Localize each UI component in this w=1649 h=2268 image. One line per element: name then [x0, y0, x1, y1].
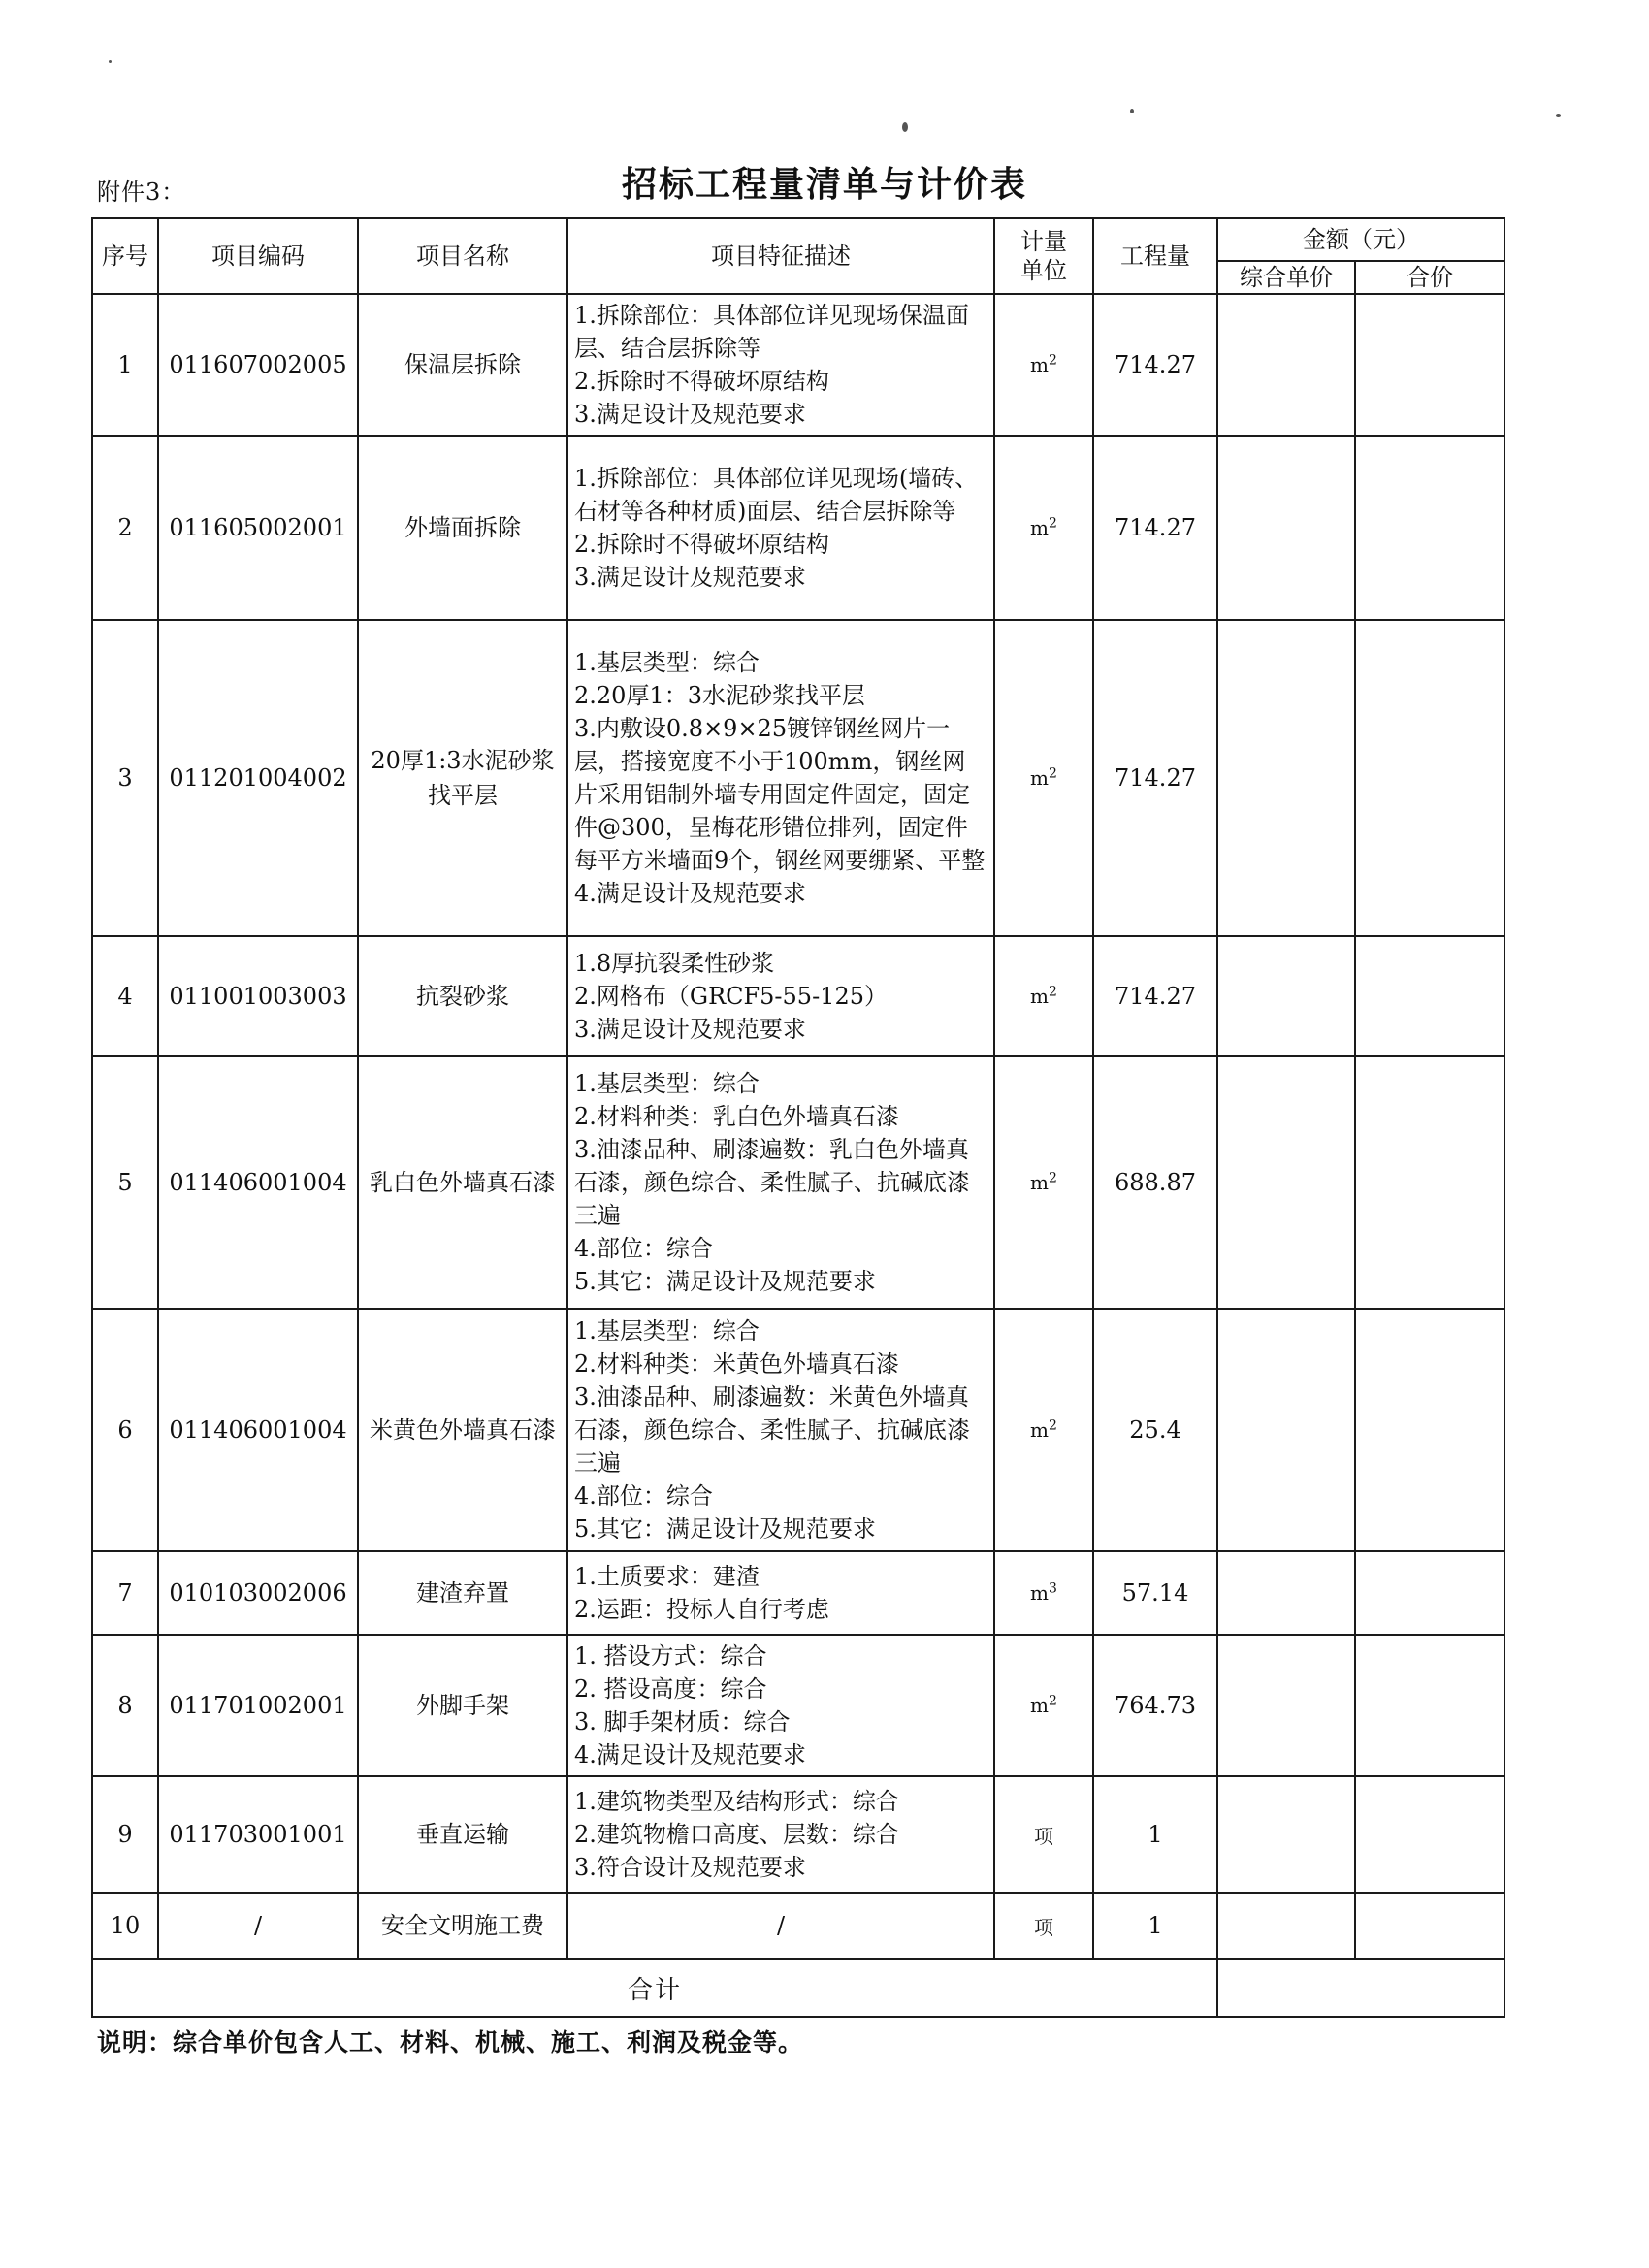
cell-seq: 5: [92, 1056, 158, 1309]
cell-unit-base: m: [1030, 1581, 1050, 1604]
cell-code: 011607002005: [158, 294, 358, 436]
cell-unit: [994, 294, 1093, 436]
cell-unit: [994, 1056, 1093, 1309]
cell-seq: 9: [92, 1776, 158, 1893]
header-desc: 项目特征描述: [567, 218, 994, 294]
header-unit-price: 综合单价: [1217, 261, 1355, 294]
cell-unit: [994, 1635, 1093, 1776]
cell-unit: [994, 1893, 1093, 1959]
cell-code: 011406001004: [158, 1309, 358, 1551]
cell-unit-price: [1217, 1551, 1355, 1635]
header-code: 项目编码: [158, 218, 358, 294]
cell-unit-exponent: 2: [1049, 1693, 1057, 1709]
cell-unit-price: [1217, 1893, 1355, 1959]
cell-code: 011701002001: [158, 1635, 358, 1776]
cell-name: 保温层拆除: [358, 294, 567, 436]
cell-desc-text: 1.拆除部位：具体部位详见现场(墙砖、石材等各种材质)面层、结合层拆除等 2.拆除时不得破坏原结构 3.满足设计及规范要求: [574, 465, 979, 591]
cell-unit-exponent: 2: [1049, 765, 1057, 782]
cell-unit-base: m: [1030, 1694, 1050, 1717]
cell-name: 垂直运输: [358, 1776, 567, 1893]
header-total-price: 合价: [1355, 261, 1504, 294]
cell-unit-exponent: 2: [1049, 1170, 1057, 1186]
cell-code: 011201004002: [158, 620, 358, 936]
cell-unit-base: m: [1030, 985, 1050, 1008]
cell-desc-text: 1.基层类型：综合 2.20厚1：3水泥砂浆找平层 3.内敷设0.8×9×25镀锌钢丝网片一层，搭接宽度不小于100mm，钢丝网片采用铝制外墙专用固定件固定，固定件@300，呈梅花形错位排列，固定件每平方米墙面9个，钢丝网要绷紧、平整 4.满足设计及规范要求: [574, 649, 986, 907]
cell-desc: [567, 1635, 994, 1776]
cell-desc: [567, 1776, 994, 1893]
cell-quantity: 714.27: [1093, 620, 1217, 936]
cell-code: 011703001001: [158, 1776, 358, 1893]
cell-unit: [994, 936, 1093, 1056]
cell-name: 米黄色外墙真石漆: [358, 1309, 567, 1551]
cell-seq: 6: [92, 1309, 158, 1551]
cell-seq: 8: [92, 1635, 158, 1776]
cell-total-price: [1355, 1309, 1504, 1551]
cell-desc: [567, 1056, 994, 1309]
cell-desc-text: 1.基层类型：综合 2.材料种类：米黄色外墙真石漆 3.油漆品种、刷漆遍数：米黄色外墙真石漆，颜色综合、柔性腻子、抗碱底漆三遍 4.部位：综合 5.其它：满足设计及规范要求: [574, 1317, 970, 1542]
table-row: [92, 936, 1504, 1056]
cell-desc: [567, 1893, 994, 1959]
cell-unit-price: [1217, 1635, 1355, 1776]
cell-unit: [994, 1776, 1093, 1893]
cell-unit-exponent: 2: [1049, 515, 1057, 532]
cell-unit-base: m: [1030, 353, 1050, 376]
cell-unit: [994, 436, 1093, 620]
cell-unit: [994, 620, 1093, 936]
cell-unit-price: [1217, 936, 1355, 1056]
cell-seq: 1: [92, 294, 158, 436]
cell-quantity: 714.27: [1093, 436, 1217, 620]
cell-name: 20厚1:3水泥砂浆找平层: [358, 620, 567, 936]
cell-quantity: 764.73: [1093, 1635, 1217, 1776]
cell-desc-text: 1. 搭设方式：综合 2. 搭设高度：综合 3. 脚手架材质：综合 4.满足设计及规范要求: [574, 1642, 806, 1768]
scan-speck: [1556, 114, 1561, 117]
table-row: [92, 436, 1504, 620]
cell-total-price: [1355, 1635, 1504, 1776]
cell-unit: [994, 1309, 1093, 1551]
page-title: 招标工程量清单与计价表: [621, 165, 1027, 205]
table-row: [92, 1309, 1504, 1551]
header-name: 项目名称: [358, 218, 567, 294]
cell-total-price: [1355, 1551, 1504, 1635]
cell-desc-text: /: [776, 1912, 786, 1939]
cell-unit: [994, 1551, 1093, 1635]
cell-unit-price: [1217, 620, 1355, 936]
cell-unit-exponent: 2: [1049, 352, 1057, 369]
cell-quantity: 714.27: [1093, 294, 1217, 436]
table-row: [92, 1635, 1504, 1776]
table-row: [92, 1551, 1504, 1635]
cell-unit-exponent: 2: [1049, 1417, 1057, 1434]
cell-unit-base: 项: [1034, 1824, 1053, 1848]
cell-name: 建渣弃置: [358, 1551, 567, 1635]
cell-desc: [567, 1551, 994, 1635]
scan-speck: [1130, 109, 1134, 113]
scan-speck: [109, 60, 112, 63]
cell-unit-exponent: 2: [1049, 984, 1057, 1000]
cell-quantity: 57.14: [1093, 1551, 1217, 1635]
cell-unit-base: m: [1030, 516, 1050, 539]
cell-total-price: [1355, 1893, 1504, 1959]
cell-desc: [567, 936, 994, 1056]
cell-unit-price: [1217, 1056, 1355, 1309]
table-row: [92, 1776, 1504, 1893]
bid-quantity-table: [91, 217, 1505, 2018]
cell-desc-text: 1.建筑物类型及结构形式：综合 2.建筑物檐口高度、层数：综合 3.符合设计及规范要求: [574, 1788, 899, 1881]
cell-seq: 3: [92, 620, 158, 936]
header-unit-text: 计量单位: [1020, 228, 1067, 284]
table-row: [92, 1893, 1504, 1959]
header-amount: 金额（元）: [1217, 218, 1504, 261]
cell-total-price: [1355, 294, 1504, 436]
cell-name: 安全文明施工费: [358, 1893, 567, 1959]
cell-name: 乳白色外墙真石漆: [358, 1056, 567, 1309]
cell-desc-text: 1.8厚抗裂柔性砂浆 2.网格布（GRCF5-55-125） 3.满足设计及规范要求: [574, 950, 888, 1043]
cell-desc: [567, 294, 994, 436]
table-row: [92, 1056, 1504, 1309]
cell-unit-price: [1217, 1309, 1355, 1551]
cell-code: 010103002006: [158, 1551, 358, 1635]
cell-name: 外脚手架: [358, 1635, 567, 1776]
attachment-label: 附件3：: [97, 178, 186, 206]
cell-code: /: [158, 1893, 358, 1959]
header-quantity: 工程量: [1093, 218, 1217, 294]
cell-quantity: 1: [1093, 1893, 1217, 1959]
cell-unit-price: [1217, 1776, 1355, 1893]
scan-speck: [902, 122, 908, 132]
table-row: [92, 620, 1504, 936]
cell-unit-exponent: 3: [1049, 1580, 1057, 1597]
cell-seq: 7: [92, 1551, 158, 1635]
cell-quantity: 1: [1093, 1776, 1217, 1893]
footnote: 说明：综合单价包含人工、材料、机械、施工、利润及税金等。: [97, 2028, 804, 2057]
cell-desc: [567, 620, 994, 936]
cell-total-price: [1355, 1776, 1504, 1893]
cell-total-price: [1355, 620, 1504, 936]
header-unit: [994, 218, 1093, 294]
total-label: 合计: [92, 1959, 1217, 2017]
cell-seq: 4: [92, 936, 158, 1056]
cell-desc-text: 1.拆除部位：具体部位详见现场保温面层、结合层拆除等 2.拆除时不得破坏原结构 3.满足设计及规范要求: [574, 302, 969, 428]
cell-unit-base: m: [1030, 1418, 1050, 1442]
table-row: [92, 294, 1504, 436]
cell-unit-base: 项: [1034, 1915, 1053, 1939]
total-value: [1217, 1959, 1504, 2017]
cell-code: 011605002001: [158, 436, 358, 620]
cell-unit-price: [1217, 436, 1355, 620]
cell-seq: 2: [92, 436, 158, 620]
cell-desc: [567, 1309, 994, 1551]
cell-desc-text: 1.基层类型：综合 2.材料种类：乳白色外墙真石漆 3.油漆品种、刷漆遍数：乳白色外墙真石漆，颜色综合、柔性腻子、抗碱底漆三遍 4.部位：综合 5.其它：满足设计及规范要求: [574, 1070, 970, 1295]
cell-unit-price: [1217, 294, 1355, 436]
cell-desc-text: 1.土质要求：建渣 2.运距：投标人自行考虑: [574, 1563, 829, 1623]
cell-unit-base: m: [1030, 1171, 1050, 1194]
cell-desc: [567, 436, 994, 620]
cell-total-price: [1355, 936, 1504, 1056]
cell-total-price: [1355, 1056, 1504, 1309]
cell-quantity: 25.4: [1093, 1309, 1217, 1551]
cell-quantity: 714.27: [1093, 936, 1217, 1056]
cell-code: 011001003003: [158, 936, 358, 1056]
cell-unit-base: m: [1030, 766, 1050, 790]
cell-name: 抗裂砂浆: [358, 936, 567, 1056]
cell-total-price: [1355, 436, 1504, 620]
cell-seq: 10: [92, 1893, 158, 1959]
cell-name: 外墙面拆除: [358, 436, 567, 620]
cell-quantity: 688.87: [1093, 1056, 1217, 1309]
cell-code: 011406001004: [158, 1056, 358, 1309]
header-seq: 序号: [92, 218, 158, 294]
